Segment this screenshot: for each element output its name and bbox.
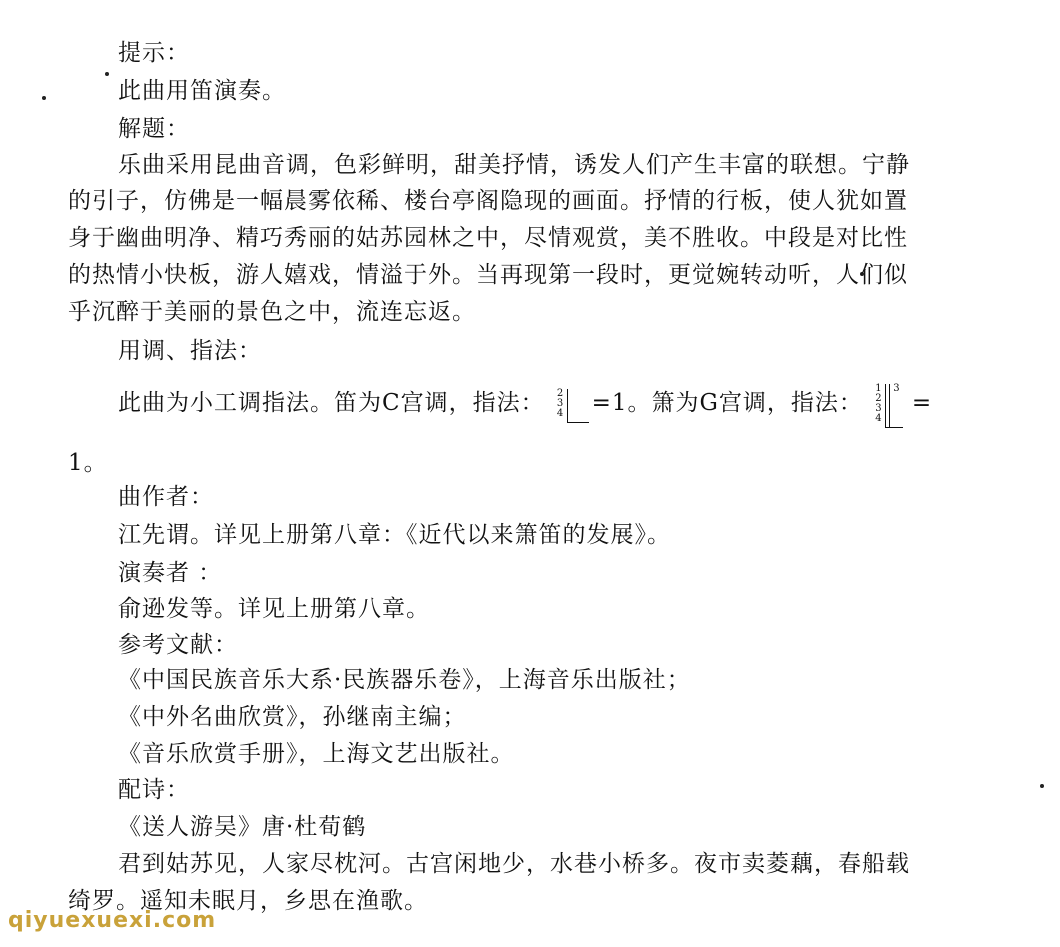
tuning-text: = [911, 390, 933, 416]
explain-line: 乎沉醉于美丽的景色之中，流连忘返。 [68, 299, 476, 325]
fingering-chart-flute [557, 389, 563, 419]
tuning-heading: 用调、指法： [118, 338, 262, 364]
fingering-number: 2 [875, 393, 882, 404]
fingering-base [567, 422, 589, 423]
explain-line: 的热情小快板，游人嬉戏，情溢于外。当再现第一段时，更觉婉转动听，人们似 [68, 262, 908, 288]
hint-text: 此曲用笛演奏。 [118, 78, 286, 104]
tuning-continuation: 1。 [68, 450, 108, 476]
fingering-stem [567, 389, 568, 423]
explain-heading: 解题： [118, 116, 190, 142]
stray-dot [1040, 784, 1044, 788]
fingering-number: 2 [556, 388, 564, 399]
fingering-number: 4 [556, 408, 564, 419]
fingering-number: 3 [875, 403, 882, 414]
hint-heading: 提示： [118, 40, 190, 66]
composer-heading: 曲作者： [118, 484, 214, 510]
tuning-line [118, 384, 932, 424]
fingering-side-number: 3 [893, 383, 900, 394]
fingering-number: 3 [556, 398, 564, 409]
tuning-text: =1。箫为G宫调，指法： [591, 390, 863, 416]
poem-title: 《送人游吴》唐·杜荀鹤 [118, 814, 367, 840]
stray-dot [105, 72, 109, 76]
fingering-base [885, 427, 903, 428]
explain-line: 的引子，仿佛是一幅晨雾依稀、楼台亭阁隐现的画面。抒情的行板，使人犹如置 [68, 188, 908, 214]
performer-text: 俞逊发等。详见上册第八章。 [118, 596, 430, 622]
fingering-number: 1 [875, 383, 882, 394]
explain-line: 身于幽曲明净、精巧秀丽的姑苏园林之中，尽情观赏，美不胜收。中段是对比性 [68, 225, 908, 251]
reference-item: 《中外名曲欣赏》，孙继南主编； [118, 704, 467, 730]
stray-dot [42, 96, 46, 100]
fingering-stem [885, 384, 886, 428]
reference-item: 《音乐欣赏手册》，上海文艺出版社。 [118, 741, 515, 767]
reference-item: 《中国民族音乐大系·民族器乐卷》，上海音乐出版社； [118, 667, 691, 693]
fingering-stem [889, 384, 890, 428]
composer-text: 江先谓。详见上册第八章：《近代以来箫笛的发展》。 [118, 522, 671, 548]
poem-line: 绮罗。遥知未眠月，乡思在渔歌。 [68, 888, 428, 914]
refs-heading: 参考文献： [118, 632, 238, 658]
site-watermark: qiyuexuexi.com [8, 908, 217, 933]
fingering-number: 4 [875, 413, 882, 424]
tuning-text: 此曲为小工调指法。笛为C宫调，指法： [118, 390, 545, 416]
fingering-chart-xiao [875, 383, 900, 424]
poem-heading: 配诗： [118, 777, 190, 803]
poem-line: 君到姑苏见，人家尽枕河。古宫闲地少，水巷小桥多。夜市卖菱藕，春船载 [118, 851, 910, 877]
performer-heading: 演奏者 ： [118, 560, 223, 586]
explain-line: 乐曲采用昆曲音调，色彩鲜明，甜美抒情，诱发人们产生丰富的联想。宁静 [118, 152, 910, 178]
